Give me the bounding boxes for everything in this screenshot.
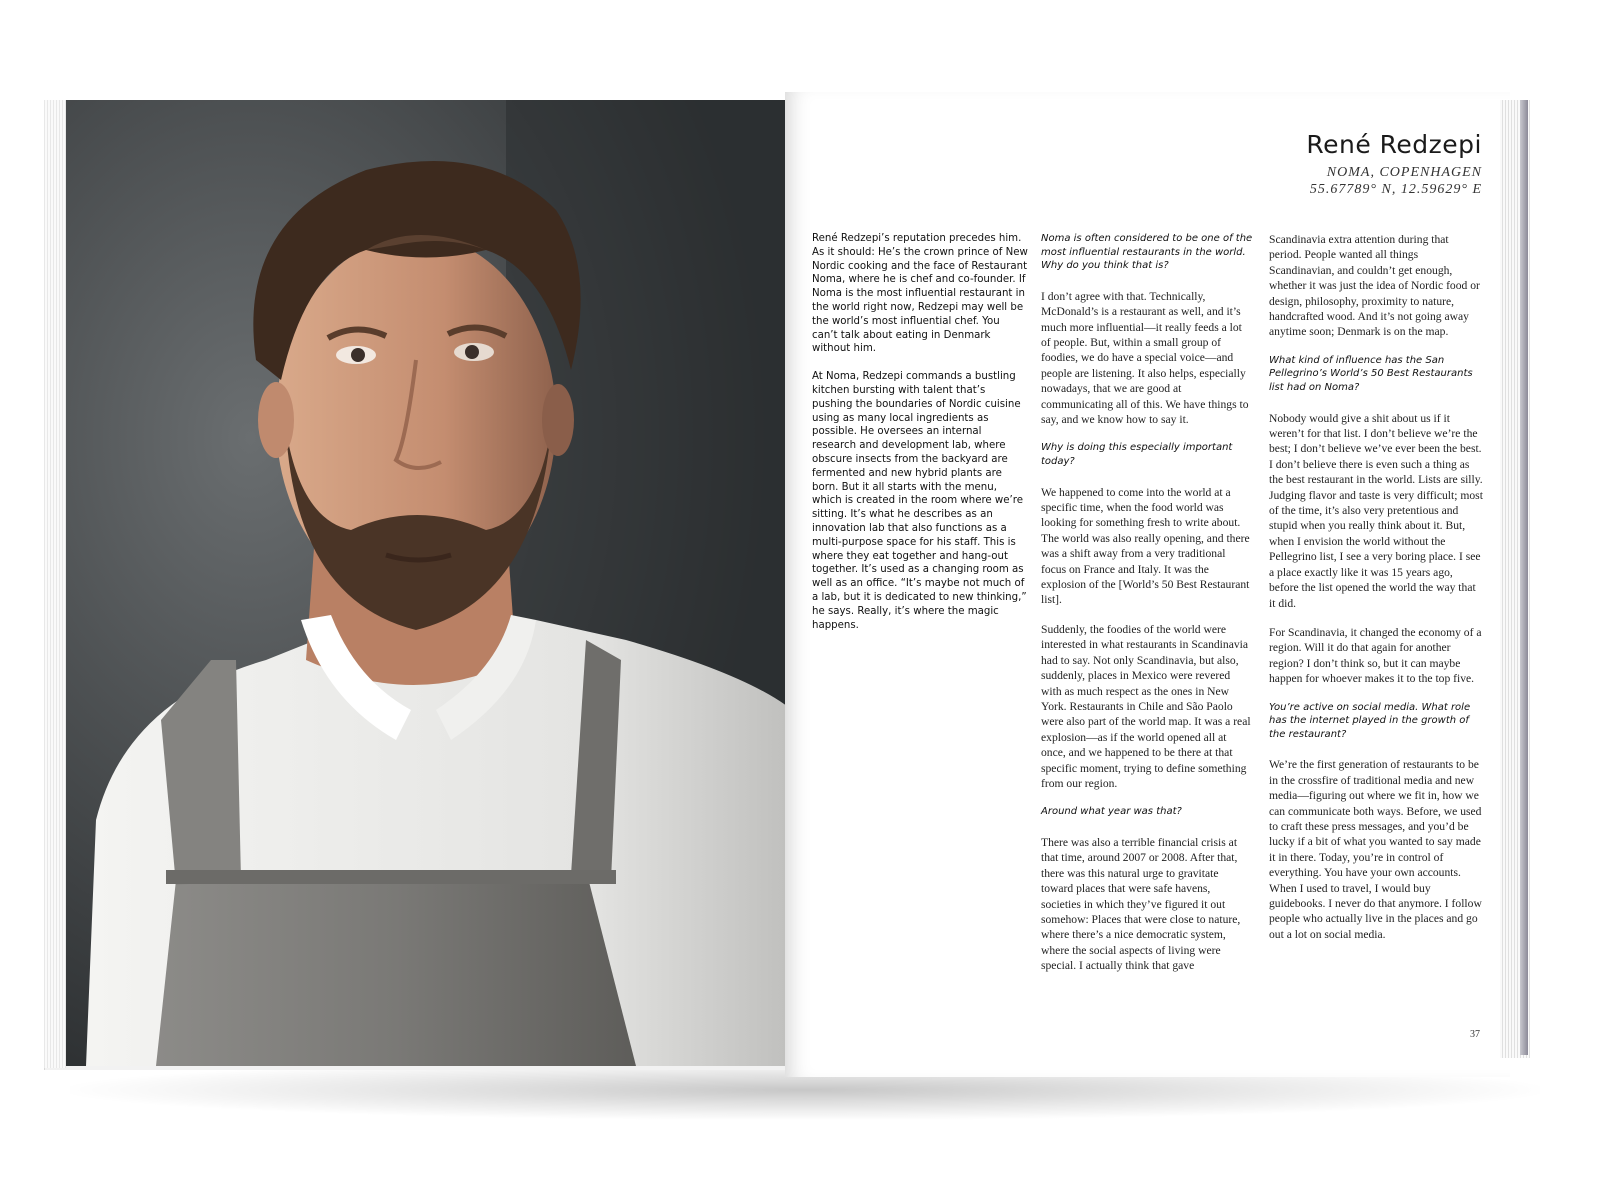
interview-answer: There was also a terrible financial crisis at that time, around 2007 or 2008. After that, there was this natural urge to gravitate toward places that were safe havens, societies in which they’ve figured it out somehow: Places that were close to nature, where there’s a nice democratic system, where the social aspects of living were special. I actually think that gave	[1041, 835, 1241, 973]
interview-answer: Suddenly, the foodies of the world were interested in what restaurants in Scandinavia had to say. Not only Scandinavia, but also, suddenly, places in Mexico were revered with as much respect as the ones in New York. Restaurants in Chile and São Paolo were also part of the world map. It was a real explosion—as if the world opened all at once, and we happened to be there at that specific moment, trying to define something from our region.	[1041, 622, 1251, 790]
interview-answer: For Scandinavia, it changed the economy of a region. Will it do that again for another region? I don’t think so, but it can maybe happen for whoever makes it to the top five.	[1269, 625, 1482, 686]
interview-column-2	[1269, 232, 1483, 956]
intro-paragraph: René Redzepi’s reputation precedes him. As it should: He’s the crown prince of New Nordic cooking and the face of Restaurant Noma, where he is chef and co-founder. If Noma is the most influential restaurant in the world right now, Redzepi may well be the world’s most influential chef. You can’t talk about eating in Denmark without him.	[812, 233, 1028, 355]
left-page-edges	[44, 100, 66, 1068]
interview-answer: We’re the first generation of restaurants to be in the crossfire of traditional media and new media—figuring out where we fit in, how we can communicate both ways. Before, we used to craft these press messages, and you’d be lucky if a bit of what you wanted to say made it in there. Today, you’re in control of everything. You have your own accounts. When I used to travel, I would buy guidebooks. I never do that anymore. I follow people who actually live in the places and go out a lot on social media.	[1269, 758, 1482, 941]
intro-paragraph: At Noma, Redzepi commands a bustling kitchen bursting with talent that’s pushing the boundaries of Nordic cuisine using as many local ingredients as possible. He oversees an internal research and development lab, where obscure insects from the backyard are fermented and new hybrid plants are born. But it all starts with the menu, which is created in the room where we’re sitting. It’s what he describes as an innovation lab that also functions as a multi-purpose space for his staff. This is where they eat together and hang-out together. It’s used as a changing room as well as an office. “It’s maybe not much of a lab, but it is dedicated to new thinking,” he says. Really, it’s where the magic happens.	[812, 371, 1027, 631]
interview-answer: Nobody would give a shit about us if it weren’t for that list. I don’t believe we’re the best; I don’t believe we’ve ever been the best. I don’t believe there is even such a thing as the best restaurant in the world. Lists are silly. Judging flavor and taste is very difficult; most of the time, it’s also very pretentious and stupid when you really think about it. But, when I envision the world without the Pellegrino list, I see a very boring place. I see a place exactly like it was 15 years ago, before the list opened the world the way that it did.	[1269, 411, 1483, 610]
interview-answer: Scandinavia extra attention during that period. People wanted all things Scandinavian, and couldn’t get enough, whether it was just the idea of Nordic food or design, philosophy, proximity to nature, handcrafted wood. And it’s not going away anytime soon; Denmark is on the map.	[1269, 233, 1480, 339]
interview-question: What kind of influence has the San Pellegrino’s World’s 50 Best Restaurants list had on Noma?	[1269, 354, 1473, 394]
interview-answer: We happened to come into the world at a specific time, when the food world was looking for something fresh to write about. The world was also really opening, and there was a shift away from a very traditional focus on France and Italy. It was the explosion of the [World’s 50 Best Restaurant list].	[1041, 485, 1250, 607]
interview-question: You’re active on social media. What role has the internet played in the growth of the restaurant?	[1269, 701, 1471, 740]
right-cover-edge	[1520, 100, 1528, 1055]
chef-portrait-photo	[66, 100, 803, 1066]
portrait-illustration	[66, 100, 803, 1066]
interview-question: Around what year was that?	[1041, 806, 1182, 818]
interview-question: Why is doing this especially important today?	[1041, 442, 1233, 468]
page-number: 37	[1470, 1029, 1480, 1040]
interview-column-1	[1041, 232, 1253, 988]
gps-coordinates: 55.67789° N, 12.59629° E	[1309, 182, 1482, 197]
article-title: René Redzepi	[1306, 130, 1482, 159]
interview-answer: I don’t agree with that. Technically, McDonald’s is a restaurant as well, and it’s much more influential—it really feeds a lot of people. But, within a small group of foodies, we do have a special voice—and people are listening. It also helps, especially nowadays, that we are good at communicating all of this. We have things to say, and we know how to say it.	[1041, 289, 1249, 427]
restaurant-location: NOMA, COPENHAGEN	[1326, 165, 1482, 180]
intro-column	[812, 232, 1028, 646]
interview-question: Noma is often considered to be one of the most influential restaurants in the world. Why do you think that is?	[1041, 233, 1253, 272]
